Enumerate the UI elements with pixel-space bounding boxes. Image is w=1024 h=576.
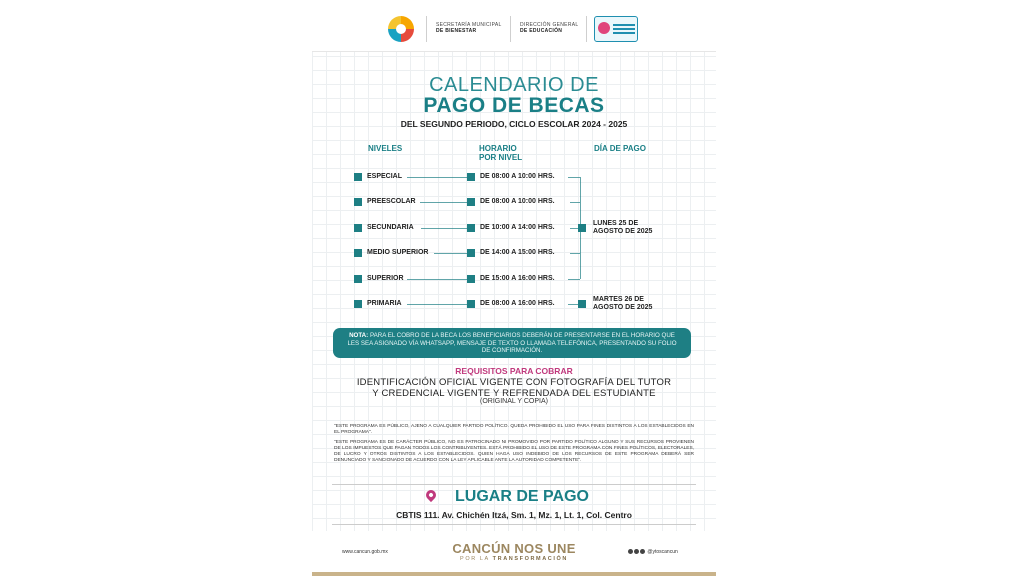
- level-marker: [354, 224, 362, 232]
- schedule-especial: DE 08:00 A 10:00 HRS.: [480, 173, 555, 180]
- level-preescolar: PREESCOLAR: [367, 198, 416, 205]
- connector-line: [407, 279, 467, 280]
- connector-line: [420, 202, 467, 203]
- footer-tag-prefix: POR LA: [460, 556, 490, 562]
- org-educacion: [520, 22, 590, 34]
- title-line2: PAGO DE BECAS: [423, 94, 605, 117]
- cancun-sun-logo-icon: [388, 16, 414, 42]
- level-marker: [354, 198, 362, 206]
- column-header-horario-line2: POR NIVEL: [479, 153, 523, 162]
- requirements-line3: (ORIGINAL Y COPIA): [480, 398, 548, 405]
- day-1-line2: AGOSTO DE 2025: [593, 228, 653, 235]
- header-divider: [510, 16, 511, 42]
- connector-line: [407, 304, 467, 305]
- note-text: PARA EL COBRO DE LA BECA LOS BENEFICIARIOS DEBERÁN DE PRESENTARSE EN EL HORARIO QUE LES SEA ASIGNADO VÍA WHATSAPP, MENSAJE DE TEXTO O LLAMADA TELEFÓNICA, PRESENTANDO SU FOLIO DE CONFIRMACIÓN.: [347, 332, 677, 354]
- day-2: [593, 296, 652, 312]
- divider: [332, 484, 696, 485]
- instagram-icon: [634, 549, 639, 554]
- subtitle: DEL SEGUNDO PERIODO, CICLO ESCOLAR 2024 - 2025: [400, 119, 628, 129]
- schedule-medio-superior: DE 14:00 A 15:00 HRS.: [480, 249, 555, 256]
- header-logos: [312, 0, 716, 52]
- schedule-marker: [467, 300, 475, 308]
- note-label: NOTA:: [349, 332, 369, 339]
- facebook-icon: [628, 549, 633, 554]
- day-1: [593, 220, 652, 236]
- org-bienestar: [436, 22, 506, 34]
- connector-line: [434, 253, 467, 254]
- footer-social-handle: @ytoscancun: [647, 549, 678, 555]
- day-1-line1: LUNES 25 DE: [593, 220, 639, 227]
- footer-website: www.cancun.gob.mx: [342, 549, 388, 555]
- bracket-line: [570, 202, 580, 203]
- org-educacion-line2: DE EDUCACIÓN: [520, 28, 563, 34]
- schedule-preescolar: DE 08:00 A 10:00 HRS.: [480, 198, 555, 205]
- bracket-line: [570, 253, 580, 254]
- schedule-marker: [467, 173, 475, 181]
- bracket-line: [568, 279, 580, 280]
- scholarship-poster: [312, 0, 716, 576]
- schedule-marker: [467, 224, 475, 232]
- schedule-primaria: DE 08:00 A 16:00 HRS.: [480, 300, 555, 307]
- footer-tag-bold: TRANSFORMACIÓN: [492, 556, 568, 562]
- payment-place-title: LUGAR DE PAGO: [455, 488, 589, 505]
- footer-tagline: [312, 556, 716, 562]
- schedule-marker: [467, 198, 475, 206]
- connector-line: [421, 228, 467, 229]
- level-superior: SUPERIOR: [367, 275, 404, 282]
- column-header-niveles: NIVELES: [368, 144, 403, 153]
- x-icon: [640, 549, 645, 554]
- level-marker: [354, 275, 362, 283]
- org-bienestar-line1: SECRETARÍA MUNICIPAL: [436, 22, 502, 28]
- level-secundaria: SECUNDARIA: [367, 224, 414, 231]
- day-2-line2: AGOSTO DE 2025: [593, 304, 653, 311]
- schedule-superior: DE 15:00 A 16:00 HRS.: [480, 275, 555, 282]
- org-bienestar-line2: DE BIENESTAR: [436, 28, 477, 34]
- schedule-marker: [467, 249, 475, 257]
- schedule-marker: [467, 275, 475, 283]
- level-marker: [354, 173, 362, 181]
- header-divider: [426, 16, 427, 42]
- column-header-horario: [479, 144, 522, 162]
- level-especial: ESPECIAL: [367, 173, 403, 180]
- footer-social: [628, 549, 678, 555]
- day-2-line1: MARTES 26 DE: [593, 296, 644, 303]
- column-header-dia: DÍA DE PAGO: [594, 144, 647, 153]
- title-line1: CALENDARIO DE: [429, 74, 599, 96]
- footer-brand: CANCÚN NOS UNE: [452, 541, 576, 556]
- note-box: [333, 328, 691, 358]
- level-marker: [354, 300, 362, 308]
- column-header-horario-line1: HORARIO: [479, 144, 517, 153]
- level-primaria: PRIMARIA: [367, 300, 402, 307]
- header-divider: [586, 16, 587, 42]
- org-educacion-line1: DIRECCIÓN GENERAL: [520, 22, 579, 28]
- legal-notice-2: "ESTE PROGRAMA ES DE CARÁCTER PÚBLICO, NO ES PATROCINADO NI PROMOVIDO POR PARTIDO POLÍTICO ALGUNO Y SUS RECURSOS PROVIENEN DE LOS IMPUESTOS QUE PAGAN TODOS LOS CONTRIBUYENTES. ESTÁ PROHIBIDO EL USO DE ESTE PROGRAMA CON FINES POLÍTICOS, ELECTORALES, DE LUCRO Y OTROS DISTINTOS A LOS ESTABLECIDOS. QUIEN HAGA USO INDEBIDO DE LOS RECURSOS DE ESTE PROGRAMA DEBERÁ SER DENUNCIADO Y SANCIONADO DE ACUERDO CON LA LEY APLICABLE ANTE LA AUTORIDAD COMPETENTE".: [334, 440, 694, 463]
- requirements-title: REQUISITOS PARA COBRAR: [455, 366, 573, 376]
- level-medio-superior: MEDIO SUPERIOR: [367, 249, 429, 256]
- payment-place-address: CBTIS 111. Av. Chichén Itzá, Sm. 1, Mz. 1, Lt. 1, Col. Centro: [396, 510, 632, 520]
- footer: [312, 531, 716, 576]
- level-marker: [354, 249, 362, 257]
- footer-bar: [312, 572, 716, 576]
- connector-line: [568, 304, 578, 305]
- day-marker: [578, 224, 586, 232]
- schedule-secundaria: DE 10:00 A 14:00 HRS.: [480, 224, 555, 231]
- requirements-line2: Y CREDENCIAL VIGENTE Y REFRENDADA DEL ESTUDIANTE: [372, 388, 656, 399]
- legal-notice-1: "ESTE PROGRAMA ES PÚBLICO, AJENO A CUALQUIER PARTIDO POLÍTICO. QUEDA PROHIBIDO EL USO PARA FINES DISTINTOS A LOS ESTABLECIDOS EN EL PROGRAMA".: [334, 424, 694, 435]
- requirements-line1: IDENTIFICACIÓN OFICIAL VIGENTE CON FOTOGRAFÍA DEL TUTOR: [356, 377, 672, 388]
- connector-line: [407, 177, 467, 178]
- divider: [332, 524, 696, 525]
- bracket-line: [568, 177, 580, 178]
- day-marker: [578, 300, 586, 308]
- education-program-logo-icon: [594, 16, 638, 42]
